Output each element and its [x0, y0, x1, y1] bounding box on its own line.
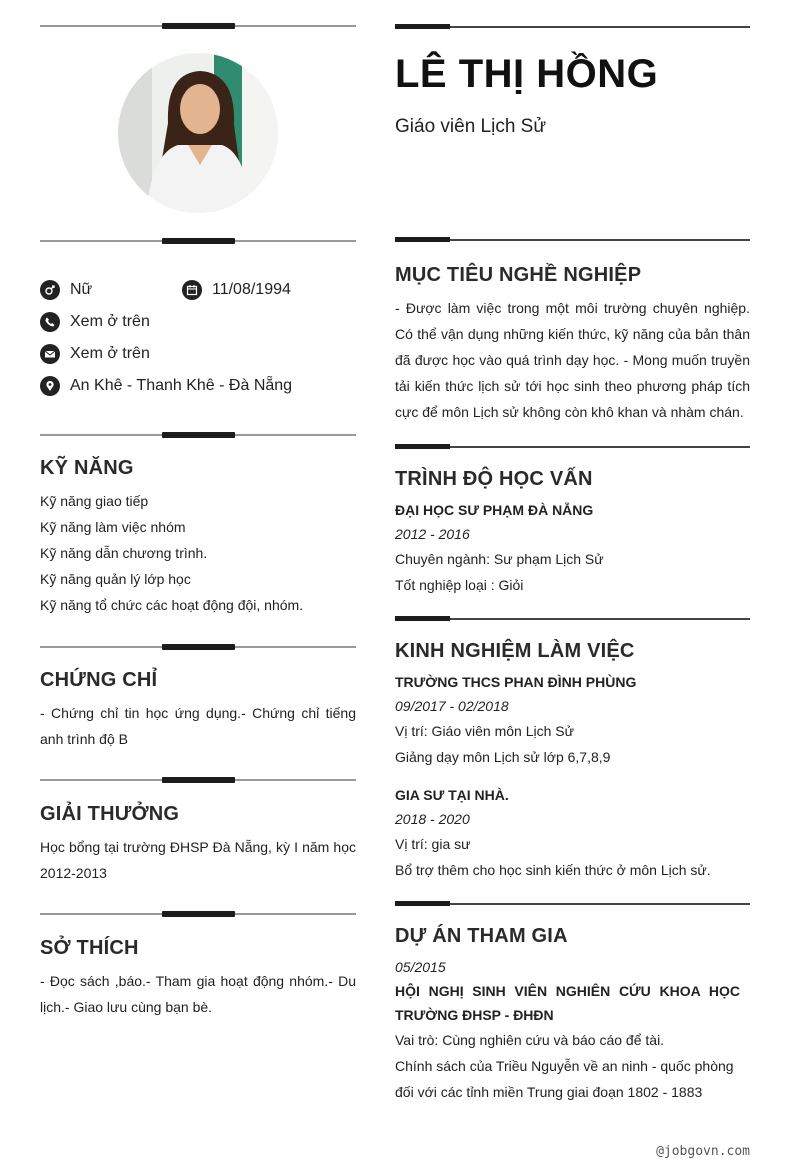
experience-job: [395, 670, 750, 770]
skills-title: KỸ NĂNG: [40, 457, 134, 479]
project-role: Vai trò: Cùng nghiên cứu và báo cáo để tài.: [395, 1032, 665, 1048]
gender-icon: [40, 280, 60, 300]
address-row: [40, 375, 292, 397]
job-period: 2018 - 2020: [395, 811, 470, 827]
certificates-text: - Chứng chỉ tin học ứng dụng.- Chứng chỉ tiếng anh trình độ B: [40, 705, 356, 747]
job-org: GIA SƯ TẠI NHÀ.: [395, 787, 509, 803]
list-item: Kỹ năng làm việc nhóm: [40, 519, 186, 535]
candidate-name: LÊ THỊ HỒNG: [395, 52, 659, 96]
phone-value: Xem ở trên: [70, 313, 150, 330]
divider: [40, 434, 356, 436]
school-name: ĐẠI HỌC SƯ PHẠM ĐÀ NẴNG: [395, 502, 594, 518]
job-org: TRƯỜNG THCS PHAN ĐÌNH PHÙNG: [395, 674, 637, 690]
divider: [395, 26, 750, 28]
experience-job: [395, 783, 750, 883]
job-position: Vị trí: Giáo viên môn Lịch Sử: [395, 723, 574, 739]
divider: [40, 25, 356, 27]
birthdate-row: [182, 279, 291, 301]
list-item: Kỹ năng giao tiếp: [40, 493, 149, 509]
job-desc: Giảng dạy môn Lịch sử lớp 6,7,8,9: [395, 749, 611, 765]
calendar-icon: [182, 280, 202, 300]
list-item: Kỹ năng quản lý lớp học: [40, 571, 191, 587]
gender-row: [40, 279, 92, 301]
divider: [395, 239, 750, 241]
birthdate-value: 11/08/1994: [212, 281, 291, 298]
skills-list: [40, 488, 356, 618]
project-period: 05/2015: [395, 959, 446, 975]
phone-icon: [40, 312, 60, 332]
objective-title: MỤC TIÊU NGHỀ NGHIỆP: [395, 264, 642, 286]
watermark: @jobgovn.com: [656, 1144, 750, 1159]
hobbies-title: SỞ THÍCH: [40, 937, 139, 959]
location-pin-icon: [40, 376, 60, 396]
divider: [40, 646, 356, 648]
phone-row: [40, 311, 150, 333]
divider: [395, 903, 750, 905]
awards-text: Học bổng tại trường ĐHSP Đà Nẵng, kỳ I năm học 2012-2013: [40, 839, 356, 881]
objective-text: - Được làm việc trong một môi trường chuyên nghiệp. Có thể vận dụng những kiến thức, kỹ năng của bản thân đã được học vào quá trình dạy học. - Mong muốn truyền tải kiến thức lịch sử tới học sinh theo phương pháp tích cực để môn Lịch sử không còn khô khan và nhàm chán.: [395, 300, 750, 420]
education-grade: Tốt nghiệp loại : Giỏi: [395, 577, 524, 593]
projects-title: DỰ ÁN THAM GIA: [395, 925, 568, 947]
job-title: Giáo viên Lịch Sử: [395, 116, 547, 137]
avatar-photo: [118, 53, 278, 213]
divider: [40, 779, 356, 781]
experience-title: KINH NGHIỆM LÀM VIỆC: [395, 640, 635, 662]
awards-title: GIẢI THƯỞNG: [40, 803, 180, 825]
job-desc: Bổ trợ thêm cho học sinh kiến thức ở môn Lịch sử.: [395, 862, 711, 878]
list-item: Kỹ năng tổ chức các hoạt động đội, nhóm.: [40, 597, 304, 613]
project-block: [395, 955, 750, 1105]
email-value: Xem ở trên: [70, 345, 150, 362]
education-major: Chuyên ngành: Sư phạm Lịch Sử: [395, 551, 604, 567]
education-title: TRÌNH ĐỘ HỌC VẤN: [395, 468, 593, 490]
project-desc: Chính sách của Triều Nguyễn về an ninh - quốc phòng đối với các tỉnh miền Trung giai đoạn 1802 - 1883: [395, 1058, 734, 1100]
list-item: Kỹ năng dẫn chương trình.: [40, 545, 208, 561]
job-position: Vị trí: gia sư: [395, 836, 471, 852]
hobbies-text: - Đọc sách ,báo.- Tham gia hoạt động nhóm.- Du lịch.- Giao lưu cùng bạn bè.: [40, 973, 356, 1015]
job-period: 09/2017 - 02/2018: [395, 698, 509, 714]
divider: [40, 240, 356, 242]
education-period: 2012 - 2016: [395, 526, 470, 542]
education-block: [395, 498, 750, 598]
email-row: [40, 343, 150, 365]
divider: [395, 446, 750, 448]
project-name: HỘI NGHỊ SINH VIÊN NGHIÊN CỨU KHOA HỌC TRƯỜNG ĐHSP - ĐHĐN: [395, 983, 740, 1023]
address-value: An Khê - Thanh Khê - Đà Nẵng: [70, 377, 293, 394]
avatar: [118, 53, 278, 213]
divider: [40, 913, 356, 915]
certificates-title: CHỨNG CHỈ: [40, 669, 158, 691]
gender-value: Nữ: [70, 281, 93, 298]
divider: [395, 618, 750, 620]
email-icon: [40, 344, 60, 364]
